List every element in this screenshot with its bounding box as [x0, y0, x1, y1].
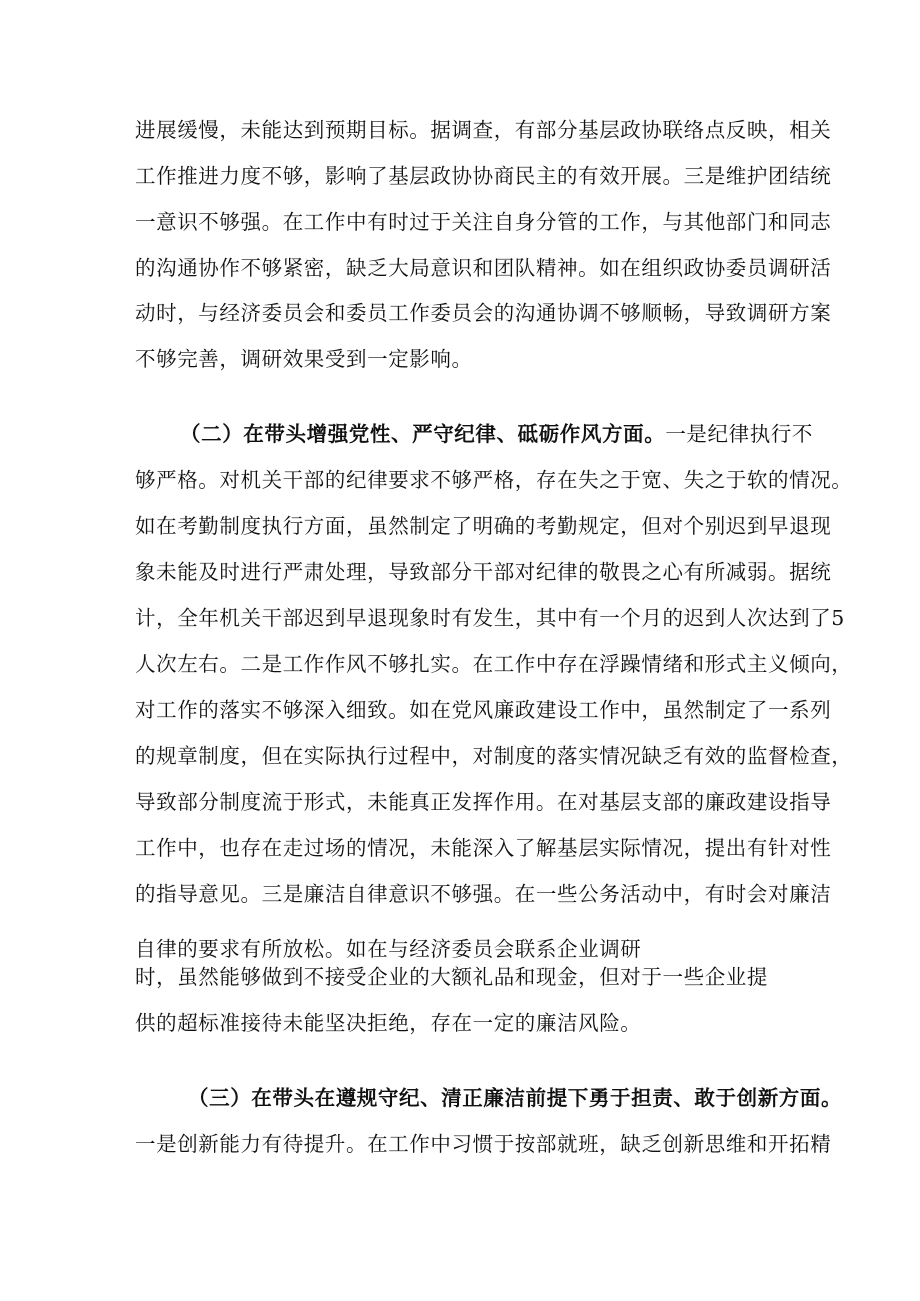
paragraph-line: 计，全年机关干部迟到早退现象时有发生，其中有一个月的迟到人次达到了5: [135, 606, 845, 630]
paragraph-line: 一是创新能力有待提升。在工作中习惯于按部就班，缺乏创新思维和开拓精: [135, 1132, 832, 1156]
paragraph-line: 不够完善，调研效果受到一定影响。: [135, 347, 473, 371]
paragraph-line: 够严格。对机关干部的纪律要求不够严格，存在失之于宽、失之于软的情况。: [135, 468, 853, 492]
paragraph-line: 一意识不够强。在工作中有时过于关注自身分管的工作，与其他部门和同志: [135, 210, 832, 234]
section-heading-2: （二）在带头增强党性、严守纪律、砥砺作风方面。: [180, 422, 666, 446]
paragraph-line: 对工作的落实不够深入细致。如在党风廉政建设工作中，虽然制定了一系列: [135, 698, 832, 722]
paragraph-line: 的指导意见。三是廉洁自律意识不够强。在一些公务活动中，有时会对廉洁: [135, 882, 832, 906]
paragraph-line: 导致部分制度流于形式，未能真正发挥作用。在对基层支部的廉政建设指导: [135, 790, 832, 814]
paragraph-line: 工作推进力度不够，影响了基层政协协商民主的有效开展。三是维护团结统: [135, 164, 832, 188]
paragraph-line: 的规章制度，但在实际执行过程中，对制度的落实情况缺乏有效的监督检查，: [135, 744, 853, 768]
heading-continuation: 一是纪律执行不: [665, 422, 814, 446]
paragraph-line: 时，虽然能够做到不接受企业的大额礼品和现金，但对于一些企业提: [135, 965, 768, 989]
section-heading-3: （三）在带头在遵规守纪、清正廉洁前提下勇于担责、敢于创新方面。: [188, 1086, 843, 1110]
paragraph-line: 进展缓慢，未能达到预期目标。据调查，有部分基层政协联络点反映，相关: [135, 118, 832, 142]
paragraph-line: 供的超标准接待未能坚决拒绝，存在一定的廉洁风险。: [135, 1011, 642, 1035]
paragraph-line: 工作中，也存在走过场的情况，未能深入了解基层实际情况，提出有针对性: [135, 836, 832, 860]
section-heading-line: [180, 420, 814, 448]
paragraph-line: 象未能及时进行严肃处理，导致部分干部对纪律的敬畏之心有所减弱。据统: [135, 560, 832, 584]
paragraph-line: 人次左右。二是工作作风不够扎实。在工作中存在浮躁情绪和形式主义倾向，: [135, 652, 853, 676]
paragraph-line: 动时，与经济委员会和委员工作委员会的沟通协调不够顺畅，导致调研方案: [135, 301, 832, 325]
paragraph-line: 自律的要求有所放松。如在与经济委员会联系企业调研: [135, 937, 642, 961]
paragraph-line: 如在考勤制度执行方面，虽然制定了明确的考勤规定，但对个别迟到早退现: [135, 514, 832, 538]
paragraph-line: 的沟通协作不够紧密，缺乏大局意识和团队精神。如在组织政协委员调研活: [135, 256, 832, 280]
